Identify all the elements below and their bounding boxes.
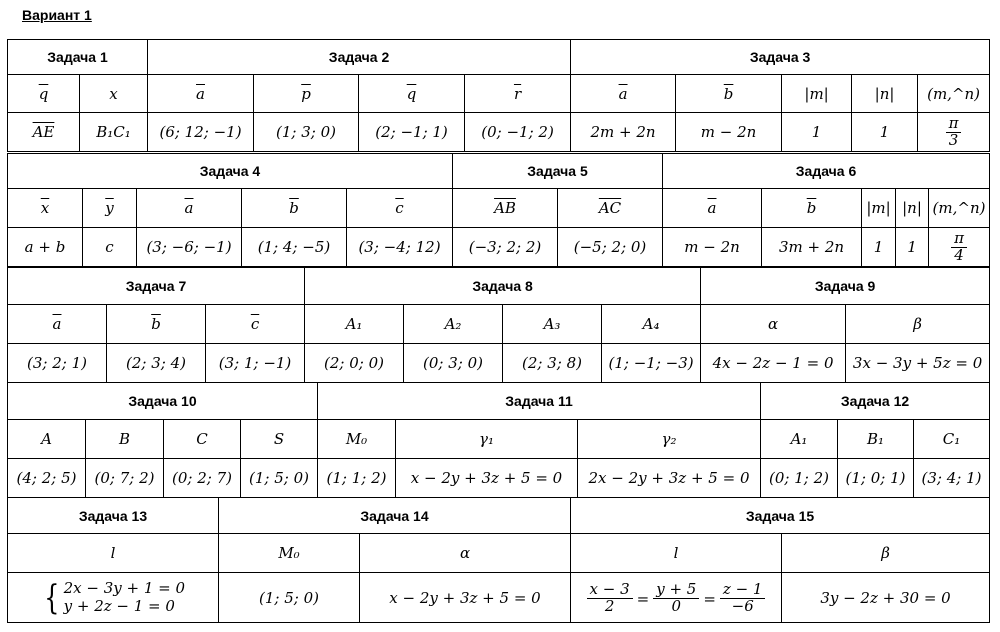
value-cell: m − 2n xyxy=(700,123,757,141)
task-5-header: Задача 5 xyxy=(453,154,663,189)
value-cell: 1 xyxy=(907,238,917,256)
task-6-header: Задача 6 xyxy=(663,154,990,189)
value-cell: (3; 2; 1) xyxy=(27,354,87,372)
label-cell: C₁ xyxy=(942,430,961,448)
label-cell: l xyxy=(673,544,679,562)
value-cell: 3x − 3y + 5z = 0 xyxy=(852,354,983,372)
value-cell: c xyxy=(105,238,114,256)
value-cell: (0; −1; 2) xyxy=(481,123,554,141)
label-cell: $\overline{b}$ xyxy=(723,84,734,103)
task-block-1 xyxy=(7,39,990,152)
label-cell: $\overline{c}$ xyxy=(250,315,260,333)
value-cell: (1; 1; 2) xyxy=(326,469,387,487)
value-cell: (1; 5; 0) xyxy=(249,469,309,487)
fraction-numerator: x − 3 xyxy=(587,582,633,599)
value-cell: (1; 3; 0) xyxy=(276,123,336,141)
task-block-4 xyxy=(7,382,990,498)
value-cell: B₁C₁ xyxy=(96,123,131,141)
label-cell: M₀ xyxy=(345,430,368,448)
label-cell: α xyxy=(459,544,471,562)
label-cell: $\overline{a}$ xyxy=(184,199,194,217)
fraction-numerator: z − 1 xyxy=(720,582,766,599)
label-cell: β xyxy=(881,544,890,562)
value-cell: 4x − 2z − 1 = 0 xyxy=(712,354,834,372)
value-cell: (2; −1; 1) xyxy=(375,123,448,141)
label-cell: β xyxy=(913,315,922,333)
variant-title: Вариант 1 xyxy=(22,7,92,23)
value-cell: (0; 7; 2) xyxy=(94,469,155,487)
equals-sign: = xyxy=(703,589,716,608)
value-cell: (1; 4; −5) xyxy=(257,238,331,256)
task-4-header: Задача 4 xyxy=(8,154,453,189)
fraction-denominator: 3 xyxy=(948,130,959,149)
canonical-line-equation xyxy=(587,582,766,615)
task-2-header: Задача 2 xyxy=(148,40,571,75)
label-cell: A₁ xyxy=(345,315,363,333)
task-7-header: Задача 7 xyxy=(8,268,305,305)
task-14-header: Задача 14 xyxy=(219,498,571,534)
fraction-numerator: y + 5 xyxy=(653,582,699,599)
label-cell: $\overline{a}$ xyxy=(707,199,717,217)
value-cell: (0; 2; 7) xyxy=(172,469,232,487)
angle-fraction xyxy=(946,113,962,149)
label-cell: (m,^n) xyxy=(927,84,981,103)
value-cell: (2; 3; 8) xyxy=(522,354,583,372)
label-cell: |n| xyxy=(874,84,895,103)
task-10-header: Задача 10 xyxy=(8,383,318,420)
system-equation: y + 2z − 1 = 0 xyxy=(63,596,175,615)
label-cell: B₁ xyxy=(866,430,885,448)
value-cell: (−5; 2; 0) xyxy=(573,238,647,256)
label-cell: $\overline{b}$ xyxy=(806,199,817,217)
value-cell: (1; 0; 1) xyxy=(845,469,906,487)
value-cell: (4; 2; 5) xyxy=(16,469,77,487)
task-block-3 xyxy=(7,267,990,383)
value-cell: m − 2n xyxy=(684,238,740,256)
system-brace: { xyxy=(44,577,60,618)
label-cell: $\overline{r}$ xyxy=(513,84,522,103)
label-cell: C xyxy=(196,430,208,448)
label-cell: x xyxy=(109,84,118,103)
value-cell: (3; −6; −1) xyxy=(146,238,232,256)
value-cell: (1; 5; 0) xyxy=(259,588,319,607)
label-cell: $\overline{y}$ xyxy=(105,199,114,217)
label-cell: |m| xyxy=(804,84,829,103)
label-cell: α xyxy=(768,315,779,333)
label-cell: M₀ xyxy=(278,544,300,562)
fraction-denominator: −6 xyxy=(731,597,754,615)
task-3-header: Задача 3 xyxy=(571,40,990,75)
value-cell: (3; 4; 1) xyxy=(921,469,982,487)
value-cell: $\overline{AE}$ xyxy=(32,123,55,141)
angle-fraction xyxy=(951,228,967,264)
label-cell: S xyxy=(273,430,285,448)
label-cell: A xyxy=(41,430,52,448)
label-cell: $\overline{x}$ xyxy=(40,199,50,217)
fraction-denominator: 4 xyxy=(954,245,964,264)
value-cell: (2; 0; 0) xyxy=(324,354,385,372)
value-cell: (0; 3; 0) xyxy=(423,354,484,372)
value-cell: 3m + 2n xyxy=(778,238,845,256)
value-cell: (1; −1; −3) xyxy=(608,354,694,372)
task-15-header: Задача 15 xyxy=(571,498,990,534)
label-cell: $\overline{AC}$ xyxy=(598,199,622,217)
label-cell: l xyxy=(110,544,116,562)
label-cell: γ₁ xyxy=(479,430,494,448)
system-equation: 2x − 3y + 1 = 0 xyxy=(63,579,186,598)
value-cell: (3; −4; 12) xyxy=(358,238,441,256)
label-cell: $\overline{AB}$ xyxy=(494,199,516,217)
label-cell: A₁ xyxy=(790,430,808,448)
value-cell: 2m + 2n xyxy=(590,123,656,141)
label-cell: (m,^n) xyxy=(932,199,986,217)
task-8-header: Задача 8 xyxy=(305,268,701,305)
task-block-2 xyxy=(7,153,990,267)
equals-sign: = xyxy=(636,589,650,608)
value-cell: (−3; 2; 2) xyxy=(468,238,542,256)
label-cell: $\overline{b}$ xyxy=(289,199,299,217)
line-fraction xyxy=(653,582,699,615)
value-cell: 1 xyxy=(811,123,822,141)
fraction-numerator: π xyxy=(951,231,967,248)
value-cell: 2x − 2y + 3z + 5 = 0 xyxy=(588,469,750,487)
value-cell: (0; 1; 2) xyxy=(769,469,829,487)
fraction-denominator: 2 xyxy=(604,597,615,615)
label-cell: $\overline{c}$ xyxy=(395,199,404,217)
line-system xyxy=(41,577,186,618)
value-cell: (2; 3; 4) xyxy=(126,354,186,372)
value-cell: 1 xyxy=(873,238,884,256)
task-12-header: Задача 12 xyxy=(761,383,990,420)
label-cell: |n| xyxy=(902,199,922,217)
task-1-header: Задача 1 xyxy=(8,40,148,75)
value-cell: x − 2y + 3z + 5 = 0 xyxy=(410,469,563,487)
label-cell: B xyxy=(118,430,131,448)
task-11-header: Задача 11 xyxy=(318,383,761,420)
value-cell: x − 2y + 3z + 5 = 0 xyxy=(389,588,541,607)
fraction-numerator: π xyxy=(946,116,962,133)
label-cell: |m| xyxy=(866,199,891,217)
label-cell: $\overline{a}$ xyxy=(618,84,628,103)
label-cell: $\overline{a}$ xyxy=(52,315,62,333)
value-cell: (3; 1; −1) xyxy=(218,354,292,372)
line-fraction xyxy=(720,582,766,615)
value-cell: 3y − 2z + 30 = 0 xyxy=(820,588,951,607)
label-cell: $\overline{q}$ xyxy=(406,84,417,103)
label-cell: $\overline{q}$ xyxy=(38,84,49,103)
label-cell: $\overline{b}$ xyxy=(151,315,161,333)
task-9-header: Задача 9 xyxy=(701,268,990,305)
fraction-denominator: 0 xyxy=(671,597,682,615)
label-cell: A₂ xyxy=(444,315,462,333)
label-cell: A₃ xyxy=(543,315,561,333)
label-cell: $\overline{a}$ xyxy=(196,84,205,103)
value-cell: (6; 12; −1) xyxy=(159,123,242,141)
task-block-5 xyxy=(7,497,990,623)
line-fraction xyxy=(587,582,633,615)
task-13-header: Задача 13 xyxy=(8,498,219,534)
label-cell: γ₂ xyxy=(661,430,677,448)
value-cell: 1 xyxy=(879,123,890,141)
label-cell: $\overline{p}$ xyxy=(301,84,311,103)
label-cell: A₄ xyxy=(642,315,660,333)
value-cell: a + b xyxy=(24,238,66,256)
